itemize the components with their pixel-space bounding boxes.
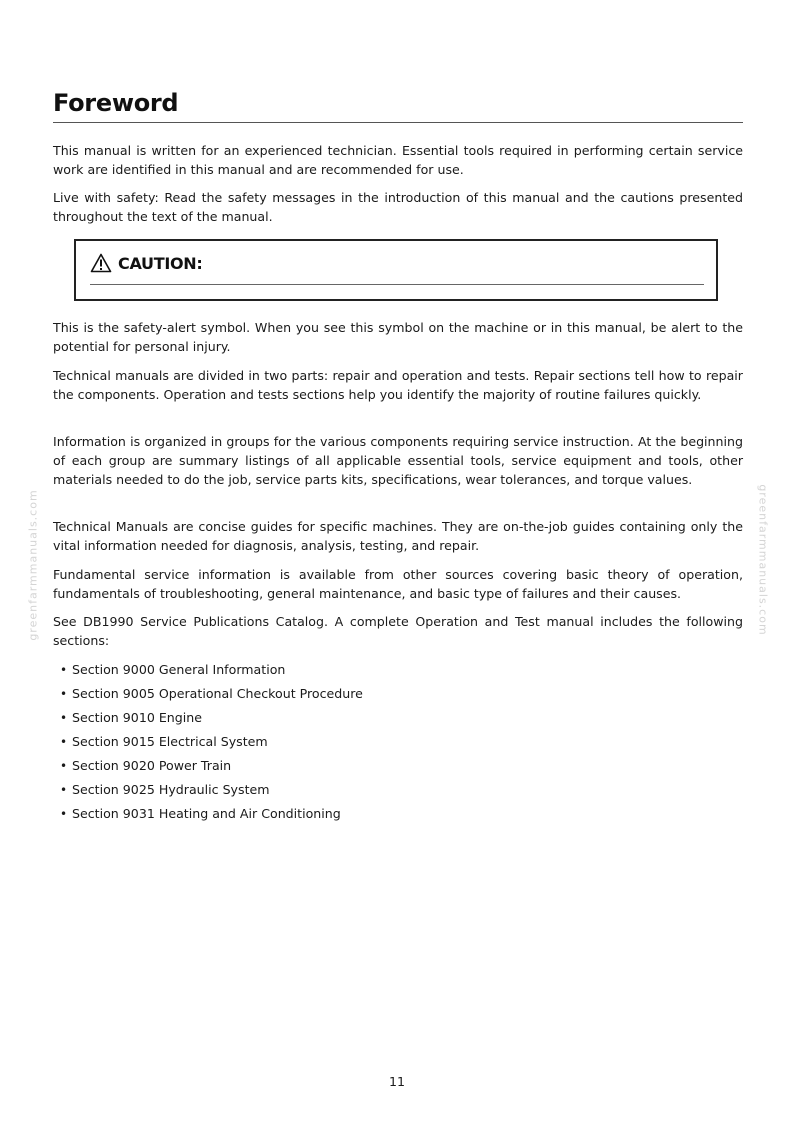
catalog-paragraph: See DB1990 Service Publications Catalog. A complete Operation and Test manual includes the following sections:: [53, 614, 743, 648]
section-label: Section 9000 General Information: [72, 662, 286, 677]
manual-parts-paragraph: Technical manuals are divided in two parts: repair and operation and tests. Repair sections tell how to repair the components. Operation and tests sections help you identify the majority of routine failures quickly.: [53, 368, 743, 402]
intro-paragraph: This manual is written for an experienced technician. Essential tools required in performing certain service work are identified in this manual and are recommended for use.: [53, 143, 743, 177]
list-item: [60, 682, 363, 706]
sections-list: [60, 658, 363, 826]
caution-label: CAUTION:: [118, 253, 203, 273]
page-number: 11: [388, 1074, 406, 1089]
bullet: •: [60, 759, 68, 773]
title-divider: [53, 122, 743, 123]
caution-divider: [90, 284, 704, 285]
safety-alert-paragraph: This is the safety-alert symbol. When you see this symbol on the machine or in this manual, be alert to the potential for personal injury.: [53, 320, 743, 354]
list-item: [60, 778, 363, 802]
section-label: Section 9031 Heating and Air Conditioning: [72, 806, 341, 821]
safety-paragraph: Live with safety: Read the safety messages in the introduction of this manual and the cautions presented throughout the text of the manual.: [53, 190, 743, 224]
list-item: [60, 730, 363, 754]
list-item: [60, 754, 363, 778]
watermark-right: greenfarmmanuals.com: [756, 484, 770, 636]
section-label: Section 9005 Operational Checkout Procedure: [72, 686, 363, 701]
bullet: •: [60, 783, 68, 797]
list-item: [60, 802, 363, 826]
technical-manuals-paragraph: Technical Manuals are concise guides for specific machines. They are on-the-job guides containing only the vital information needed for diagnosis, analysis, testing, and repair.: [53, 519, 743, 553]
section-label: Section 9020 Power Train: [72, 758, 232, 773]
caution-heading: [90, 253, 202, 273]
section-label: Section 9025 Hydraulic System: [72, 782, 270, 797]
page-title: Foreword: [53, 89, 179, 117]
warning-triangle-icon: [90, 253, 112, 273]
bullet: •: [60, 663, 68, 677]
list-item: [60, 658, 363, 682]
fundamental-info-paragraph: Fundamental service information is available from other sources covering basic theory of operation, fundamentals of troubleshooting, general maintenance, and basic type of failures and their causes.: [53, 567, 743, 601]
bullet: •: [60, 807, 68, 821]
organization-paragraph: Information is organized in groups for the various components requiring service instruction. At the beginning of each group are summary listings of all applicable essential tools, service equipment and tools, other materials needed to do the job, service parts kits, specifications, wear tolerances, and torque values.: [53, 434, 743, 487]
bullet: •: [60, 687, 68, 701]
bullet: •: [60, 711, 68, 725]
bullet: •: [60, 735, 68, 749]
section-label: Section 9010 Engine: [72, 710, 203, 725]
list-item: [60, 706, 363, 730]
watermark-left: greenfarmmanuals.com: [26, 489, 40, 641]
section-label: Section 9015 Electrical System: [72, 734, 268, 749]
caution-box: [74, 239, 718, 301]
